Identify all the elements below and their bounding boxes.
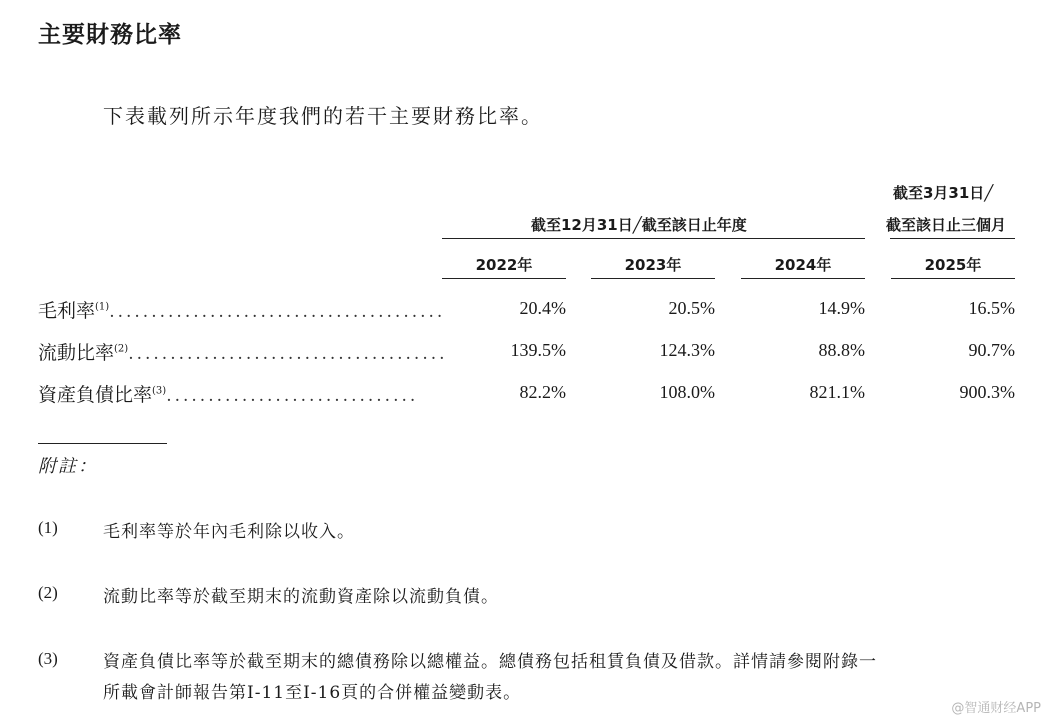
note-number: (3) [38,649,58,668]
notes-heading: 附註： [38,456,98,477]
year-header-2022: 2022年 [475,256,533,274]
notes-divider [38,443,167,444]
note-text-continued: 所載會計師報告第I-11至I-16頁的合併權益變動表。 [103,683,522,703]
table-cell: 90.7% [968,340,1015,360]
footnote-ref: (1) [95,301,110,313]
table-row-label [38,296,446,323]
row-label-text: 毛利率 [38,300,96,322]
footnote-ref: (3) [152,385,167,397]
group-header-quarter-line2: 截至該日止三個月 [886,216,1007,234]
table-cell: 14.9% [818,298,865,318]
table-cell: 821.1% [809,382,865,402]
table-row-label [38,380,419,407]
group-header-annual-rule [442,238,865,239]
group-header-annual: 截至12月31日╱截至該日止年度 [531,216,747,234]
group-header-quarter-line1: 截至3月31日╱ [893,184,994,202]
leader-dots: .............................. [166,386,419,406]
year-header-2023: 2023年 [624,256,682,274]
note-text: 流動比率等於截至期末的流動資產除以流動負債。 [103,587,499,607]
table-cell: 139.5% [510,340,566,360]
table-cell: 20.5% [668,298,715,318]
table-cell: 900.3% [959,382,1015,402]
watermark: @智通财经APP [951,701,1041,716]
intro-paragraph: 下表載列所示年度我們的若干主要財務比率。 [103,104,543,128]
note-number: (2) [38,583,58,602]
leader-dots: ...................................... [128,344,448,364]
row-label-text: 資產負債比率 [38,384,153,406]
year-header-2025: 2025年 [924,256,982,274]
table-cell: 108.0% [659,382,715,402]
table-cell: 82.2% [519,382,566,402]
table-row-label [38,338,448,365]
note-text: 資產負債比率等於截至期末的總債務除以總權益。總債務包括租賃負債及借款。詳情請參閱附錄一 [103,652,877,672]
table-cell: 20.4% [519,298,566,318]
row-label-text: 流動比率 [38,342,115,364]
year-header-2024: 2024年 [774,256,832,274]
leader-dots: ........................................ [109,302,446,322]
year-rule-2024 [741,278,865,279]
year-rule-2022 [442,278,566,279]
year-rule-2023 [591,278,715,279]
table-cell: 124.3% [659,340,715,360]
table-cell: 88.8% [818,340,865,360]
table-cell: 16.5% [968,298,1015,318]
section-title: 主要財務比率 [38,22,182,48]
group-header-quarter-rule [890,238,1015,239]
year-rule-2025 [891,278,1015,279]
note-number: (1) [38,518,58,537]
footnote-ref: (2) [114,343,129,355]
note-text: 毛利率等於年內毛利除以收入。 [103,522,355,542]
